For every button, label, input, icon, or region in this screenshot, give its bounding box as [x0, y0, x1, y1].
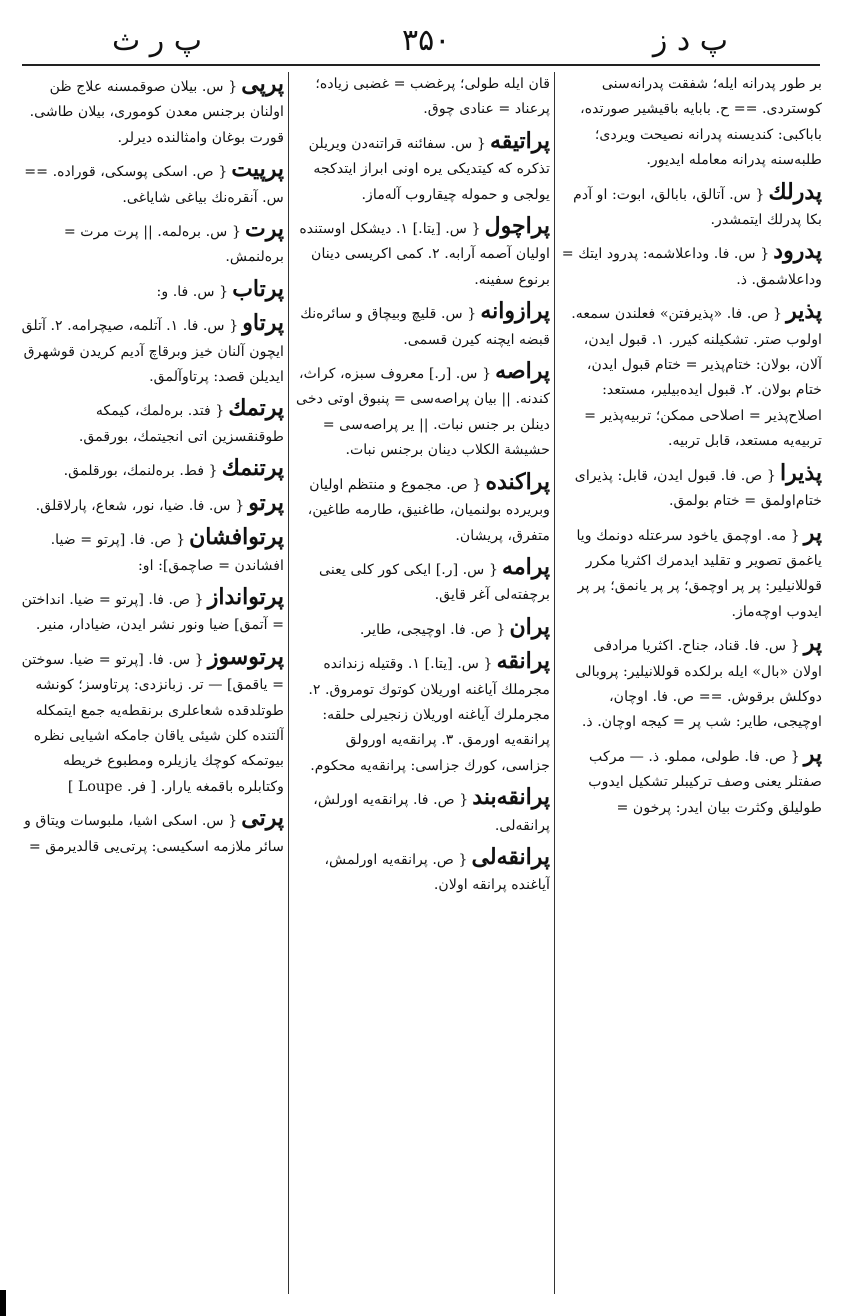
dictionary-entry: [20, 277, 284, 305]
dictionary-entry: [560, 521, 822, 626]
entry-definition: { س. فا. [پرتو = ضیا. سوختن = یاقمق] — تر. زبانزدی: پرتاوسز؛ کونشه طوتلدقده شعاعلری برنقطه‌یه جمع ایتمکله آلتنده کلن شیئی یاقان جامکه اشیایی نظره بیوتمکه کوچك یازیلره ومطبوع خریطه وکتابلره باقمغه یارار. [ فر. Loupe ]: [21, 651, 284, 795]
entry-definition: { ص. فا. اوچیجی، طایر.: [359, 621, 506, 638]
entry-headword: پرتنمك: [221, 455, 284, 482]
dictionary-entry: [293, 359, 550, 464]
column-right: [560, 72, 822, 1294]
column-middle: [293, 72, 550, 1294]
dictionary-entry: [293, 470, 550, 549]
dictionary-entry: [20, 645, 284, 800]
entry-definition: { س. سفائنه قراتنه‌دن ویریلن تذکره که کیتدیکی یره اونی ابراز ایتدکجه یولجی و حموله چیقاروب آله‌ماز.: [308, 135, 550, 203]
entry-definition: { س. بره‌لمه. || پرت مرت = بره‌لنمش.: [63, 224, 284, 266]
entry-headword: پرتاو: [242, 310, 284, 337]
dictionary-entry: [293, 785, 550, 839]
entry-definition: { ص. فا. پرانقه‌یه اورلش، پرانقه‌لی.: [313, 792, 550, 834]
column-divider: [554, 72, 555, 1294]
entry-headword: پرپی: [241, 72, 284, 97]
entry-definition: { ص. فا. [پرتو = ضیا. انداختن = آتمق] ضیا ونور نشر ایدن، ضیادار، منیر.: [21, 591, 284, 634]
entry-definition: { ص. مجموع و منتظم اولیان وبریرده بولنمیان، طاغنیق، طارمه طاغین، متفرق، پریشان.: [307, 476, 550, 544]
dictionary-entry: [20, 491, 284, 519]
entry-headword: پر: [803, 740, 822, 767]
entry-headword: پرتمك: [228, 395, 284, 422]
entry-definition: { س. [ر.] ایکی کور کلی یعنی برچفته‌لی آغر قایق.: [319, 561, 550, 604]
entry-headword: پرپیت: [231, 156, 284, 183]
dictionary-entry: [20, 217, 284, 271]
dictionary-entry: [560, 72, 822, 174]
entry-definition: { س. قلیچ وبیچاق و سائره‌نك قبضه ایچنه کیرن قسمی.: [300, 306, 550, 348]
entry-headword: پراکنده: [485, 468, 550, 495]
dictionary-entry: [560, 742, 822, 821]
dictionary-entry: [293, 299, 550, 353]
entry-headword: پرانقه: [496, 648, 550, 675]
dictionary-entry: [20, 396, 284, 450]
header-left-letters: پ ر ث: [112, 23, 203, 58]
dictionary-entry: [20, 157, 284, 211]
entry-definition: { س. فا. ضیا، نور، شعاع، پارلاقلق.: [35, 497, 245, 514]
entry-definition: { فط. بره‌لنمك، بورقلمق.: [63, 463, 218, 480]
entry-definition: { س. [یتا.] ۱. دیشکل اوستنده اولیان آصمه آرابه. ۲. کمی اکریسی دینان برنوع سفینه.: [299, 221, 550, 288]
entry-headword: پرتوافشان: [189, 524, 284, 551]
entry-definition: { ص. فا. طولی، مملو. ذ. — مرکب صفتلر یعنی وصف ترکیبلر تشکیل ایدوب طولیلق وکثرت بیان ایدر: پرخون =: [588, 748, 822, 816]
entry-definition: { ص. فا. قبول ایدن، قابل: پذیرای ختام‌اولمق = ختام بولمق.: [574, 467, 822, 510]
entry-definition: { مه. اوچمق یاخود سرعتله دونمك ویا یاغمق تصویر و تقلید ایدمرك اکثریا مکرر قوللانیلیر: پر پر اوچمق؛ پر پر یانمق؛ پر پر ایدوب اوچه‌ماز.: [576, 527, 822, 620]
page-header: [22, 18, 820, 66]
entry-headword: پراصه: [495, 358, 550, 385]
entry-definition: { س. آتالق، بابالق، ابوت: او آدم بکا پدرلك ایتمشدر.: [573, 186, 822, 229]
entry-headword: پراچول: [484, 213, 550, 240]
entry-definition: { ص. پرانقه‌یه اورلمش، آیاغنده پرانقه اولان.: [324, 851, 550, 894]
entry-headword: پرت: [245, 216, 284, 243]
entry-headword: پذیرا: [779, 459, 822, 486]
entry-headword: پرازوانه: [480, 298, 550, 325]
dictionary-entry: [560, 180, 822, 234]
dictionary-entry: [20, 585, 284, 639]
entry-headword: پذیر: [786, 298, 822, 325]
entry-headword: پر: [803, 519, 822, 546]
header-right-letters: پ د ز: [652, 23, 728, 58]
dictionary-entry: [20, 311, 284, 390]
entry-headword: پراتیقه: [489, 127, 550, 154]
entry-definition: { ص. فا. [پرتو = ضیا. افشاندن = صاچمق]: او:: [50, 532, 284, 574]
entry-headword: پرتاب: [232, 275, 284, 302]
entry-definition: { س. [ر.] معروف سبزه، کراث، کندنه. || بیان پراصه‌سی = پنبوق اوتی دخی دینلن بر جنس نبات. || یر پراصه‌سی = حشیشة الکلاب دینان برجنس نبات.: [296, 366, 550, 459]
page-number: ۳۵۰: [402, 23, 451, 58]
entry-definition: { فتد. بره‌لمك، کیمکه طوقنقسزین اتی انجیتمك، بورقمق.: [78, 403, 284, 445]
dictionary-entry: [293, 555, 550, 609]
entry-headword: پدرود: [773, 238, 822, 265]
dictionary-entry: [293, 129, 550, 208]
dictionary-entry: [560, 461, 822, 515]
dictionary-entry: [560, 631, 822, 736]
dictionary-entry: [20, 72, 284, 151]
entry-headword: پرتی: [241, 805, 284, 832]
entry-headword: پدرلك: [768, 178, 822, 205]
dictionary-entry: [20, 525, 284, 579]
column-left: [20, 72, 284, 1294]
entry-headword: پرتوسوز: [207, 643, 284, 670]
dictionary-entry: [293, 214, 550, 293]
column-divider: [288, 72, 289, 1294]
dictionary-entry: [293, 845, 550, 899]
dictionary-entry: [560, 299, 822, 454]
entry-definition: { س. فا. وداعلاشمه: پدرود ایتك = وداعلاشمق. ذ.: [561, 246, 822, 288]
dictionary-entry: [293, 615, 550, 643]
entry-definition: { س. فا. ۱. آتلمه، صیچرامه. ۲. آتلق ایچون آلنان خیز وبرقاچ آدیم کریدن قوشهرق ایدیلن قصد: پرتاوآلمق.: [21, 318, 284, 386]
entry-definition: بر طور پدرانه ایله؛ شفقت پدرانه‌سنی کوستردی. == ح. بابایه باقیشیر صورتده، باباکبی: کندیسنه پدرانه نصیحت ویردی؛ طلبه‌سنه پدرانه معامله ایدیور.: [580, 76, 822, 169]
dictionary-entry: [20, 806, 284, 860]
entry-headword: پرتوانداز: [207, 583, 284, 610]
entry-definition: { س. اسکی اشیا، ملبوسات ویتاق و سائر ملازمه اسکیسی: پرتی‌یی قالدیرمق =: [24, 813, 284, 855]
entry-headword: پرانقه‌بند: [472, 784, 550, 811]
entry-headword: پرانقه‌لی: [471, 843, 550, 870]
dictionary-entry: [20, 456, 284, 484]
dictionary-entry: [560, 239, 822, 293]
entry-headword: پران: [509, 613, 550, 640]
entry-headword: پر: [803, 630, 822, 657]
dictionary-entry: [293, 72, 550, 123]
scan-edge-mark: [0, 1290, 6, 1316]
entry-definition: { س. فا. قناد، جناح. اکثریا مرادفی اولان «بال» ایله برلکده قوللانیلیر: پروبالی دوکلش برقوش. == ص. فا. اوچان، اوچیجی، طایر: شب پر = کیجه اوچان. ذ.: [575, 638, 822, 731]
entry-definition: { ص. فا. «پذیرفتن» فعلندن سمعه. اولوب صتر. تشکیلنه کیرر. ۱. قبول ایدن، آلان، بولان: ختام‌پذیر = ختام قبول ایدن، ختام بولان. ۲. قبول ایده‌بیلیر، مستعد: اصلاح‌پذیر = اصلاحی ممکن؛ تربیه‌پذیر = تربیه‌یه مستعد، قابل تربیه.: [571, 306, 822, 450]
entry-definition: { ص. اسکی پوسکی، قوراده. == س. آنقره‌نك بیاغی شایاغی.: [24, 164, 284, 206]
entry-definition: قان ایله طولی؛ پرغضب = غضبی زیاده؛ پرعناد = عنادی چوق.: [315, 76, 550, 118]
entry-definition: { س. فا. و:: [156, 283, 229, 300]
entry-headword: پرامه: [502, 553, 550, 580]
entry-headword: پرتو: [248, 489, 284, 516]
dictionary-entry: [293, 649, 550, 779]
entry-definition: { س. [یتا.] ۱. وقتیله زندانده مجرملك آیاغنه اوریلان کوتوك تومروق. ۲. مجرملرك آیاغنه اوریلان زنجیرلی حلقه: پرانقه‌یه اورمق. ۳. پرانقه‌یه اورولق جزاسی، کورك جزاسی: پرانقه‌یه محکوم.: [308, 656, 550, 774]
entry-definition: { س. بیلان صوقمسنه علاج ظن اولنان برجنس معدن کوموری، بیلان طاشی. قورت بوغان وامثالنده دیرلر.: [29, 79, 284, 146]
